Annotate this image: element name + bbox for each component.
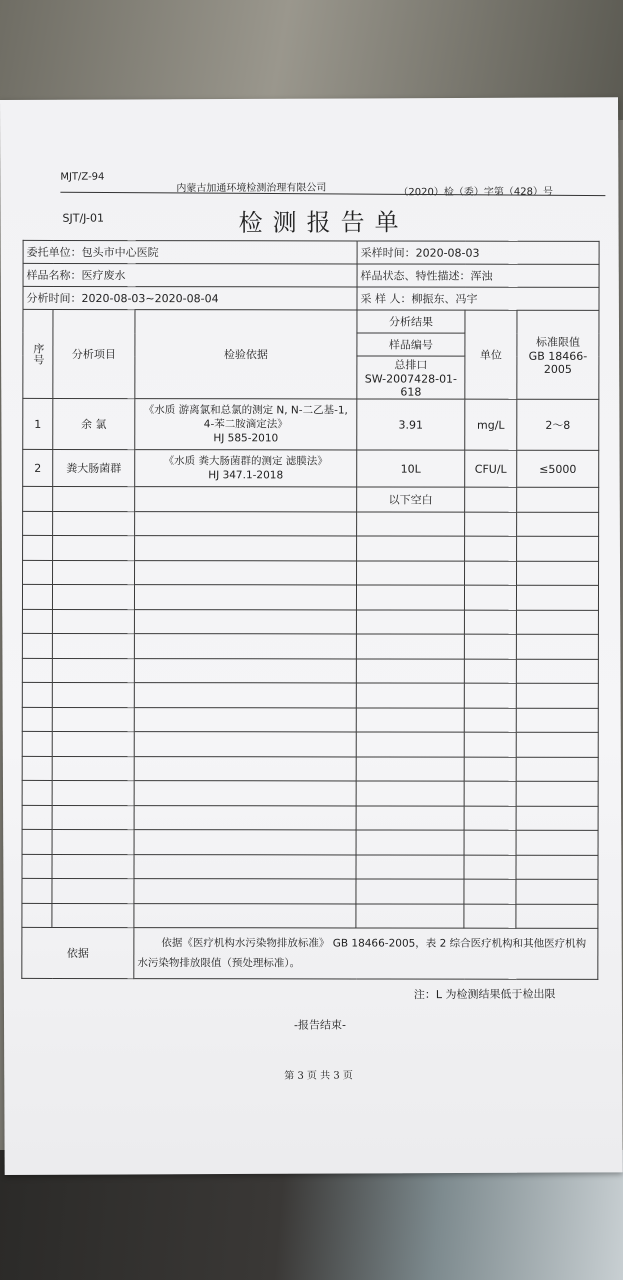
col-basis-header: 检验依据 bbox=[135, 310, 357, 399]
meta-row bbox=[23, 240, 599, 264]
outlet-label: 总排口 bbox=[394, 358, 428, 372]
table-row bbox=[23, 398, 599, 450]
row-item: 余 氯 bbox=[53, 398, 135, 449]
sample-time-cell: 采样时间：2020-08-03 bbox=[357, 241, 599, 264]
empty-row bbox=[22, 707, 598, 733]
basis-method: 《水质 粪大肠菌群的测定 滤膜法》 bbox=[163, 455, 328, 468]
empty-row bbox=[22, 805, 598, 831]
col-unit-header: 单位 bbox=[465, 310, 517, 399]
sample-state-cell: 样品状态、特性描述：浑浊 bbox=[357, 264, 599, 287]
limit-label: 标准限值 bbox=[535, 335, 580, 349]
form-code-top: MJT/Z-94 bbox=[60, 171, 105, 183]
row-seq: 1 bbox=[23, 398, 53, 449]
basis-text: 依据《医疗机构水污染物排放标准》 GB 18466-2005，表 2 综合医疗机构和其他医疗机构水污染物排放限值（预处理标准）。 bbox=[134, 928, 598, 980]
page-number: 第 3 页 共 3 页 bbox=[284, 1070, 353, 1082]
footnote: 注：L 为检测结果低于检出限 bbox=[413, 987, 556, 1002]
row-result: 10L bbox=[357, 450, 465, 487]
empty-row bbox=[22, 633, 598, 659]
sampler-cell: 采 样 人：柳振东、冯宇 bbox=[357, 287, 599, 310]
col-result-header: 分析结果 bbox=[357, 310, 465, 333]
outlet-code: SW-2007428-01-618 bbox=[364, 372, 458, 399]
form-code: SJT/J-01 bbox=[62, 211, 105, 225]
col-item-header: 分析项目 bbox=[53, 309, 135, 398]
row-basis bbox=[135, 399, 357, 450]
empty-row bbox=[22, 609, 598, 635]
basis-row bbox=[22, 927, 598, 979]
row-unit: CFU/L bbox=[465, 450, 517, 487]
empty-row bbox=[22, 878, 598, 904]
table-row bbox=[23, 449, 599, 487]
report-title: 检测报告单 bbox=[238, 208, 409, 237]
empty-row bbox=[23, 560, 599, 586]
empty-rows bbox=[22, 511, 599, 929]
empty-row bbox=[23, 535, 599, 561]
empty-row bbox=[22, 682, 598, 708]
sample-name-cell: 样品名称：医疗废水 bbox=[23, 263, 357, 287]
empty-row bbox=[22, 829, 598, 855]
report-table bbox=[21, 240, 599, 980]
row-result: 3.91 bbox=[357, 399, 465, 450]
col-seq-header: 序号 bbox=[23, 309, 53, 398]
meta-row bbox=[23, 286, 599, 310]
basis-method: 《水质 游离氯和总氯的测定 N, N-二乙基-1, 4-苯二胺滴定法》 bbox=[143, 404, 348, 431]
company-name: 内蒙古加通环境检测治理有限公司 bbox=[176, 182, 327, 195]
empty-row bbox=[22, 903, 598, 929]
meta-row bbox=[23, 263, 599, 287]
limit-standard: GB 18466-2005 bbox=[528, 349, 588, 376]
col-sample-no-header: 样品编号 bbox=[357, 333, 465, 356]
basis-code: HJ 347.1-2018 bbox=[208, 469, 284, 482]
header-row bbox=[23, 309, 599, 333]
report-sheet bbox=[0, 97, 623, 1175]
col-limit-header bbox=[517, 310, 599, 399]
client-cell: 委托单位：包头市中心医院 bbox=[23, 240, 357, 264]
analysis-time-cell: 分析时间：2020-08-03~2020-08-04 bbox=[23, 286, 357, 310]
empty-row bbox=[22, 780, 598, 806]
col-outlet-header bbox=[357, 356, 465, 399]
row-unit: mg/L bbox=[465, 399, 517, 450]
blank-below-note: 以下空白 bbox=[357, 487, 465, 512]
empty-row bbox=[22, 854, 598, 880]
row-seq: 2 bbox=[23, 449, 53, 486]
report-end: -报告结束- bbox=[294, 1018, 347, 1032]
empty-row bbox=[22, 584, 598, 610]
row-limit: 2～8 bbox=[517, 399, 599, 450]
row-basis bbox=[135, 450, 357, 487]
empty-row bbox=[22, 731, 598, 757]
blank-row bbox=[23, 486, 599, 512]
empty-row bbox=[22, 756, 598, 782]
empty-row bbox=[22, 658, 598, 684]
row-limit: ≤5000 bbox=[517, 450, 599, 487]
empty-row bbox=[23, 511, 599, 537]
basis-label: 依据 bbox=[22, 927, 134, 978]
row-item: 粪大肠菌群 bbox=[53, 449, 135, 486]
basis-code: HJ 585-2010 bbox=[213, 432, 279, 445]
document-number: （2020）检（委）字第（428）号 bbox=[398, 186, 553, 199]
